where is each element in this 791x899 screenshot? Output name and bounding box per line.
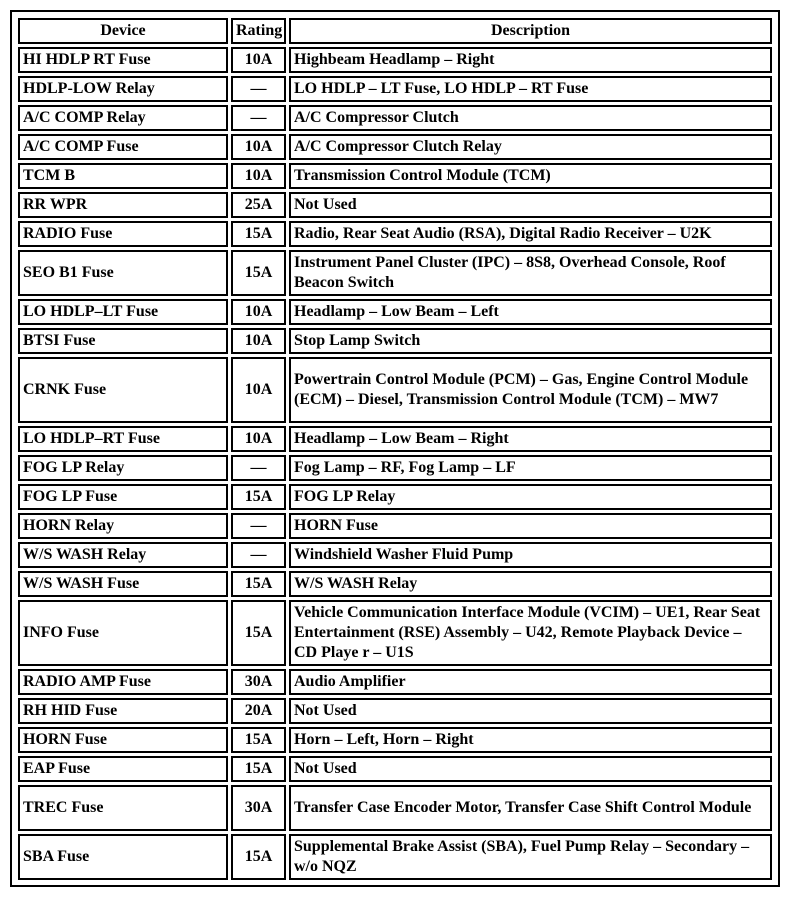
rating-cell: 10A	[231, 163, 286, 189]
table-row	[18, 727, 772, 753]
device-cell: FOG LP Fuse	[18, 484, 228, 510]
description-cell: A/C Compressor Clutch	[289, 105, 772, 131]
header-rating: Rating	[231, 18, 286, 44]
device-cell: INFO Fuse	[18, 600, 228, 666]
rating-cell: 15A	[231, 221, 286, 247]
description-cell: Transmission Control Module (TCM)	[289, 163, 772, 189]
description-cell: W/S WASH Relay	[289, 571, 772, 597]
rating-cell: 15A	[231, 571, 286, 597]
rating-cell: —	[231, 542, 286, 568]
description-cell: Headlamp – Low Beam – Right	[289, 426, 772, 452]
description-cell: A/C Compressor Clutch Relay	[289, 134, 772, 160]
device-cell: CRNK Fuse	[18, 357, 228, 423]
description-cell: Vehicle Communication Interface Module (VCIM) – UE1, Rear Seat Entertainment (RSE) Assembly – U42, Remote Playback Device – CD Playe r – U1S	[289, 600, 772, 666]
device-cell: LO HDLP–RT Fuse	[18, 426, 228, 452]
rating-cell: —	[231, 513, 286, 539]
device-cell: SEO B1 Fuse	[18, 250, 228, 296]
table-row	[18, 484, 772, 510]
table-row	[18, 105, 772, 131]
description-cell: Windshield Washer Fluid Pump	[289, 542, 772, 568]
table-row	[18, 47, 772, 73]
rating-cell: 15A	[231, 756, 286, 782]
description-cell: Headlamp – Low Beam – Left	[289, 299, 772, 325]
table-row	[18, 513, 772, 539]
description-cell: Audio Amplifier	[289, 669, 772, 695]
table-row	[18, 357, 772, 423]
device-cell: LO HDLP–LT Fuse	[18, 299, 228, 325]
fuse-table	[15, 15, 775, 883]
table-row	[18, 163, 772, 189]
rating-cell: 30A	[231, 785, 286, 831]
table-row	[18, 834, 772, 880]
rating-cell: 25A	[231, 192, 286, 218]
rating-cell: 10A	[231, 134, 286, 160]
device-cell: W/S WASH Fuse	[18, 571, 228, 597]
rating-cell: 10A	[231, 426, 286, 452]
device-cell: A/C COMP Relay	[18, 105, 228, 131]
device-cell: HDLP-LOW Relay	[18, 76, 228, 102]
rating-cell: 15A	[231, 600, 286, 666]
device-cell: RH HID Fuse	[18, 698, 228, 724]
device-cell: HORN Fuse	[18, 727, 228, 753]
table-row	[18, 76, 772, 102]
table-row	[18, 600, 772, 666]
rating-cell: —	[231, 455, 286, 481]
rating-cell: 15A	[231, 250, 286, 296]
table-row	[18, 571, 772, 597]
device-cell: RR WPR	[18, 192, 228, 218]
device-cell: W/S WASH Relay	[18, 542, 228, 568]
device-cell: A/C COMP Fuse	[18, 134, 228, 160]
rating-cell: 10A	[231, 328, 286, 354]
table-row	[18, 134, 772, 160]
rating-cell: 15A	[231, 834, 286, 880]
description-cell: Not Used	[289, 756, 772, 782]
table-row	[18, 221, 772, 247]
table-row	[18, 250, 772, 296]
rating-cell: 10A	[231, 47, 286, 73]
table-row	[18, 426, 772, 452]
header-description: Description	[289, 18, 772, 44]
description-cell: Fog Lamp – RF, Fog Lamp – LF	[289, 455, 772, 481]
table-row	[18, 328, 772, 354]
table-frame	[10, 10, 780, 887]
device-cell: RADIO Fuse	[18, 221, 228, 247]
table-row	[18, 756, 772, 782]
device-cell: TREC Fuse	[18, 785, 228, 831]
description-cell: Powertrain Control Module (PCM) – Gas, Engine Control Module (ECM) – Diesel, Transmission Control Module (TCM) – MW7	[289, 357, 772, 423]
table-row	[18, 669, 772, 695]
description-cell: Transfer Case Encoder Motor, Transfer Case Shift Control Module	[289, 785, 772, 831]
header-device: Device	[18, 18, 228, 44]
description-cell: HORN Fuse	[289, 513, 772, 539]
table-row	[18, 192, 772, 218]
header-row	[18, 18, 772, 44]
table-row	[18, 542, 772, 568]
description-cell: LO HDLP – LT Fuse, LO HDLP – RT Fuse	[289, 76, 772, 102]
rating-cell: —	[231, 105, 286, 131]
rating-cell: 10A	[231, 299, 286, 325]
description-cell: Stop Lamp Switch	[289, 328, 772, 354]
rating-cell: 15A	[231, 484, 286, 510]
device-cell: HI HDLP RT Fuse	[18, 47, 228, 73]
table-row	[18, 698, 772, 724]
table-row	[18, 299, 772, 325]
device-cell: BTSI Fuse	[18, 328, 228, 354]
rating-cell: 10A	[231, 357, 286, 423]
device-cell: EAP Fuse	[18, 756, 228, 782]
rating-cell: —	[231, 76, 286, 102]
description-cell: Highbeam Headlamp – Right	[289, 47, 772, 73]
table-row	[18, 455, 772, 481]
table-row	[18, 785, 772, 831]
device-cell: SBA Fuse	[18, 834, 228, 880]
device-cell: RADIO AMP Fuse	[18, 669, 228, 695]
description-cell: Instrument Panel Cluster (IPC) – 8S8, Overhead Console, Roof Beacon Switch	[289, 250, 772, 296]
rating-cell: 30A	[231, 669, 286, 695]
rating-cell: 20A	[231, 698, 286, 724]
description-cell: Not Used	[289, 698, 772, 724]
rating-cell: 15A	[231, 727, 286, 753]
description-cell: FOG LP Relay	[289, 484, 772, 510]
device-cell: HORN Relay	[18, 513, 228, 539]
description-cell: Radio, Rear Seat Audio (RSA), Digital Radio Receiver – U2K	[289, 221, 772, 247]
device-cell: TCM B	[18, 163, 228, 189]
description-cell: Supplemental Brake Assist (SBA), Fuel Pump Relay – Secondary – w/o NQZ	[289, 834, 772, 880]
description-cell: Horn – Left, Horn – Right	[289, 727, 772, 753]
device-cell: FOG LP Relay	[18, 455, 228, 481]
description-cell: Not Used	[289, 192, 772, 218]
